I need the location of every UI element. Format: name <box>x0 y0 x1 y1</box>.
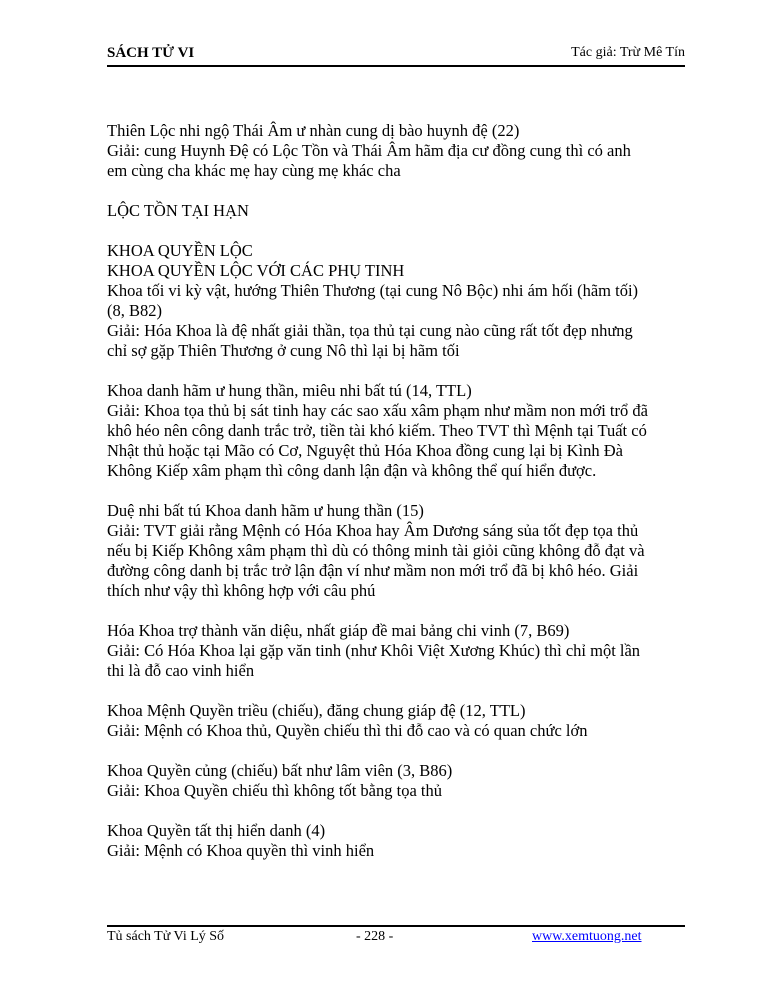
page-body <box>107 121 697 861</box>
text-line: Giải: TVT giải rằng Mệnh có Hóa Khoa hay Âm Dương sáng sủa tốt đẹp tọa thủ <box>107 521 639 540</box>
paragraph <box>107 621 697 681</box>
paragraph <box>107 501 697 601</box>
header-divider <box>107 65 685 67</box>
heading-line: KHOA QUYỀN LỘC <box>107 241 253 260</box>
text-line: khô héo nên công danh trắc trở, tiền tài khó kiếm. Theo TVT thì Mệnh tại Tuất có <box>107 421 647 440</box>
text-line: Giải: Khoa Quyền chiếu thì không tốt bằng tọa thủ <box>107 781 442 800</box>
paragraph <box>107 821 697 861</box>
page-footer <box>107 929 685 949</box>
text-line: Khoa danh hãm ư hung thần, miêu nhi bất tú (14, TTL) <box>107 381 472 400</box>
heading-line: LỘC TỒN TẠI HẠN <box>107 201 249 220</box>
paragraph <box>107 381 697 481</box>
text-line: thi là đỗ cao vinh hiển <box>107 661 255 680</box>
paragraph <box>107 121 697 181</box>
text-line: Giải: cung Huynh Đệ có Lộc Tồn và Thái Âm hãm địa cư đồng cung thì có anh <box>107 141 631 160</box>
text-line: em cùng cha khác mẹ hay cùng mẹ khác cha <box>107 161 401 180</box>
text-line: Khoa tối vi kỳ vật, hướng Thiên Thương (tại cung Nô Bộc) nhi ám hối (hãm tối) <box>107 281 639 300</box>
page-header <box>107 45 685 67</box>
heading-line: KHOA QUYỀN LỘC VỚI CÁC PHỤ TINH <box>107 261 405 280</box>
text-line: nếu bị Kiếp Không xâm phạm thì dù có thông minh tài giỏi cũng không đỗ đạt và <box>107 541 645 560</box>
text-line: Khoa Mệnh Quyền triều (chiếu), đăng chung giáp đệ (12, TTL) <box>107 701 526 720</box>
text-line: Giải: Mệnh có Khoa quyền thì vinh hiển <box>107 841 375 860</box>
text-line: Khoa Quyền tất thị hiển danh (4) <box>107 821 326 840</box>
footer-divider <box>107 925 685 927</box>
paragraph <box>107 761 697 801</box>
page-number: - 228 - <box>356 929 394 944</box>
series-name: Tủ sách Tử Vi Lý Số <box>107 929 225 944</box>
text-line: Nhật thủ hoặc tại Mão có Cơ, Nguyệt thủ Hóa Khoa đồng cung lại bị Kình Đà <box>107 441 623 460</box>
text-line: Không Kiếp xâm phạm thì công danh lận đận và không thể quí hiển được. <box>107 461 597 480</box>
author-credit: Tác giả: Trừ Mê Tín <box>571 45 685 60</box>
text-line: đường công danh bị trắc trở lận đận ví như mầm non mới trổ đã bị khô héo. Giải <box>107 561 639 580</box>
text-line: (8, B82) <box>107 301 162 320</box>
website-link[interactable]: www.xemtuong.net <box>532 929 642 944</box>
text-line: Giải: Khoa tọa thủ bị sát tinh hay các sao xấu xâm phạm như mầm non mới trổ đã <box>107 401 648 420</box>
text-line: Giải: Có Hóa Khoa lại gặp văn tinh (như Khôi Việt Xương Khúc) thì chỉ một lần <box>107 641 641 660</box>
book-title: SÁCH TỬ VI <box>107 45 195 61</box>
text-line: Khoa Quyền củng (chiếu) bất như lâm viên (3, B86) <box>107 761 453 780</box>
paragraph <box>107 241 697 361</box>
text-line: Hóa Khoa trợ thành văn diệu, nhất giáp đề mai bảng chi vinh (7, B69) <box>107 621 570 640</box>
text-line: Thiên Lộc nhi ngộ Thái Âm ư nhàn cung dị bào huynh đệ (22) <box>107 121 520 140</box>
text-line: Duệ nhi bất tú Khoa danh hãm ư hung thần (15) <box>107 501 424 520</box>
section-heading <box>107 201 697 221</box>
paragraph <box>107 701 697 741</box>
text-line: Giải: Mệnh có Khoa thủ, Quyền chiếu thì thi đỗ cao và có quan chức lớn <box>107 721 588 740</box>
text-line: chỉ sợ gặp Thiên Thương ở cung Nô thì lại bị hãm tối <box>107 341 460 360</box>
text-line: Giải: Hóa Khoa là đệ nhất giải thần, tọa thủ tại cung nào cũng rất tốt đẹp nhưng <box>107 321 633 340</box>
text-line: thích như vậy thì không hợp với câu phú <box>107 581 376 600</box>
